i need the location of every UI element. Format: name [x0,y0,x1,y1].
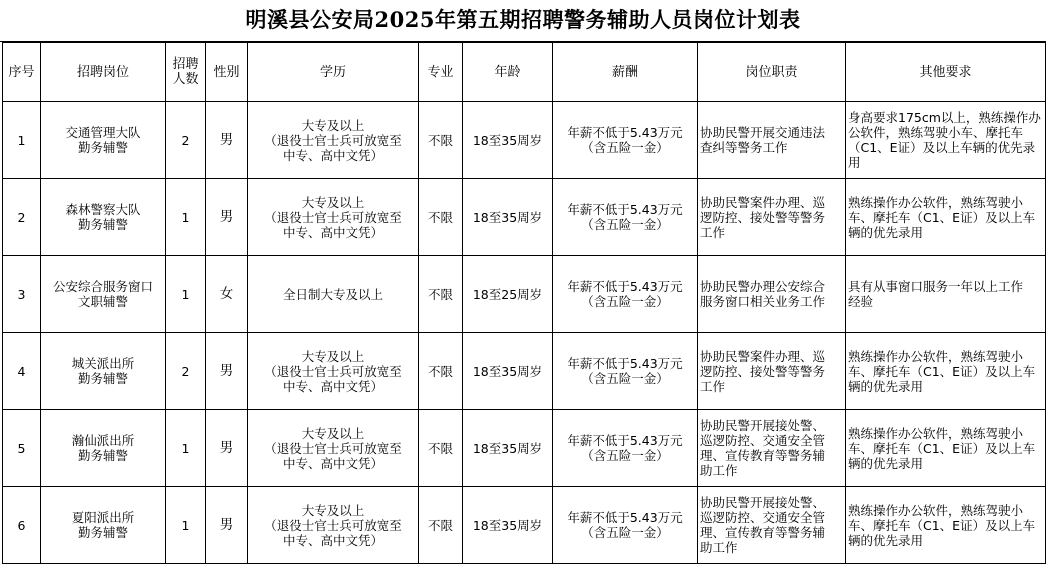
cell-count[interactable]: 1 [166,179,206,256]
cell-education[interactable] [248,333,419,410]
cell-post-line: 勤务辅警 [77,217,128,232]
cell-duties-line: 逻防控、接处警等警务 [700,363,826,379]
header-cell-education[interactable]: 学历 [248,43,419,102]
cell-salary-line: （含五险一金） [581,294,669,309]
cell-post[interactable] [41,487,166,564]
recruitment-plan-table [2,42,1046,564]
cell-duties[interactable] [698,333,846,410]
cell-age[interactable]: 18至35周岁 [463,410,553,487]
cell-education[interactable] [248,487,419,564]
header-count-line: 人数 [172,72,199,87]
cell-requirements-line: 辆的优先录用 [848,378,924,394]
cell-salary-line: 年薪不低于5.43万元 [567,202,683,217]
cell-salary-line: （含五险一金） [581,217,669,232]
cell-gender[interactable]: 男 [206,102,248,179]
table-header-row [3,43,1046,102]
table-row [3,256,1046,333]
cell-education-line: 大专及以上 [301,117,365,133]
cell-requirements-line: 公软件，熟练驾驶小车、摩托车 [848,125,1024,140]
cell-salary-line: （含五险一金） [581,448,669,463]
cell-education[interactable] [248,410,419,487]
cell-no[interactable]: 3 [3,256,41,333]
cell-salary-line: （含五险一金） [581,140,669,155]
cell-duties-line: 助工作 [700,463,738,478]
cell-post-line: 勤务辅警 [77,140,128,155]
cell-requirements-line: 辆的优先录用 [848,455,924,471]
cell-post-line: 城关派出所 [71,356,135,371]
cell-salary[interactable] [553,179,698,256]
cell-education-line: （退役士官士兵可放宽至 [264,363,402,379]
header-count-line: 招聘 [172,57,199,72]
cell-requirements-line: 辆的优先录用 [848,224,924,240]
cell-duties[interactable] [698,410,846,487]
cell-education-line: （退役士官士兵可放宽至 [264,132,402,148]
cell-duties[interactable] [698,487,846,564]
cell-post-line: 公安综合服务窗口 [52,279,153,294]
cell-gender[interactable]: 女 [206,256,248,333]
cell-requirements-line: 车、摩托车（C1、E证）及以上车 [848,363,1036,379]
cell-post[interactable] [41,410,166,487]
header-cell-salary[interactable]: 薪酬 [553,43,698,102]
cell-salary[interactable] [553,333,698,410]
cell-gender[interactable]: 男 [206,179,248,256]
cell-age[interactable]: 18至35周岁 [463,102,553,179]
cell-count[interactable]: 2 [166,102,206,179]
cell-salary-line: 年薪不低于5.43万元 [567,125,683,140]
table-row [3,487,1046,564]
cell-duties[interactable] [698,256,846,333]
table-row [3,333,1046,410]
cell-age[interactable]: 18至35周岁 [463,487,553,564]
cell-major[interactable]: 不限 [419,256,463,333]
cell-no[interactable]: 1 [3,102,41,179]
cell-duties-line: 工作 [700,378,726,394]
cell-post-line: 瀚仙派出所 [71,433,135,448]
cell-duties-line: 协助民警办理公安综合 [700,279,826,294]
cell-education-line: 中专、高中文凭） [282,147,383,163]
cell-salary-line: （含五险一金） [581,525,669,540]
cell-education-line: （退役士官士兵可放宽至 [264,517,402,533]
cell-duties-line: 协助民警开展接处警、 [700,495,826,510]
cell-education-line: 中专、高中文凭） [282,532,383,548]
cell-count[interactable]: 2 [166,333,206,410]
cell-duties[interactable] [698,102,846,179]
cell-post-line: 文职辅警 [77,294,128,309]
cell-requirements[interactable] [846,102,1046,179]
header-cell-gender[interactable]: 性别 [206,43,248,102]
cell-requirements[interactable] [846,487,1046,564]
cell-count[interactable]: 1 [166,256,206,333]
cell-education[interactable] [248,179,419,256]
cell-post-line: 勤务辅警 [77,525,128,540]
cell-post[interactable] [41,179,166,256]
table-row [3,410,1046,487]
cell-age[interactable]: 18至35周岁 [463,179,553,256]
cell-duties-line: 查纠等警务工作 [700,140,788,155]
cell-education-line: 大专及以上 [301,194,365,210]
header-cell-count[interactable] [166,43,206,102]
cell-requirements-line: 车、摩托车（C1、E证）及以上车 [848,209,1036,225]
cell-no[interactable]: 5 [3,410,41,487]
cell-requirements-line: 熟练操作办公软件，熟练驾驶小 [848,348,1024,364]
cell-count[interactable]: 1 [166,487,206,564]
cell-education[interactable] [248,102,419,179]
header-cell-duties[interactable]: 岗位职责 [698,43,846,102]
table-row [3,179,1046,256]
cell-duties-line: 协助民警开展交通违法 [700,125,826,140]
cell-requirements-line: （C1、E证）及以上车辆的优先录 [848,140,1036,155]
cell-salary-line: 年薪不低于5.43万元 [567,356,683,371]
cell-requirements-line: 熟练操作办公软件，熟练驾驶小 [848,425,1024,441]
cell-requirements-line: 经验 [848,294,874,309]
cell-education-line: 大专及以上 [301,348,365,364]
header-cell-no[interactable]: 序号 [3,43,41,102]
cell-major[interactable]: 不限 [419,102,463,179]
cell-requirements-line: 车、摩托车（C1、E证）及以上车 [848,440,1036,456]
header-cell-post[interactable]: 招聘岗位 [41,43,166,102]
cell-requirements[interactable] [846,179,1046,256]
sheet-title: 明溪县公安局2025年第五期招聘警务辅助人员岗位计划表 [0,0,1046,42]
cell-education[interactable] [248,256,419,333]
cell-requirements[interactable] [846,333,1046,410]
cell-education-line: 大专及以上 [301,425,365,441]
table-body [3,102,1046,564]
cell-salary-line: 年薪不低于5.43万元 [567,279,683,294]
cell-requirements[interactable] [846,256,1046,333]
cell-post-line: 交通管理大队 [65,125,141,140]
cell-major[interactable]: 不限 [419,333,463,410]
cell-requirements-line: 熟练操作办公软件，熟练驾驶小 [848,194,1024,210]
cell-duties-line: 协助民警案件办理、巡 [700,194,826,210]
cell-salary[interactable] [553,410,698,487]
cell-duties-line: 助工作 [700,540,738,555]
cell-post[interactable] [41,256,166,333]
cell-count[interactable]: 1 [166,410,206,487]
cell-education-line: （退役士官士兵可放宽至 [264,209,402,225]
cell-major[interactable]: 不限 [419,487,463,564]
cell-major[interactable]: 不限 [419,410,463,487]
cell-education-line: 中专、高中文凭） [282,455,383,471]
cell-salary-line: （含五险一金） [581,371,669,386]
cell-duties-line: 巡逻防控、交通安全管 [700,433,826,448]
cell-education-line: 大专及以上 [301,502,365,518]
cell-education-line: （退役士官士兵可放宽至 [264,440,402,456]
cell-no[interactable]: 4 [3,333,41,410]
cell-requirements-line: 车、摩托车（C1、E证）及以上车 [848,517,1036,533]
cell-gender[interactable]: 男 [206,410,248,487]
header-cell-age[interactable]: 年龄 [463,43,553,102]
cell-no[interactable]: 2 [3,179,41,256]
cell-requirements[interactable] [846,410,1046,487]
cell-education-line: 中专、高中文凭） [282,378,383,394]
cell-education-line: 中专、高中文凭） [282,224,383,240]
cell-gender[interactable]: 男 [206,487,248,564]
cell-duties-line: 协助民警开展接处警、 [700,418,826,433]
cell-age[interactable]: 18至25周岁 [463,256,553,333]
table-row [3,102,1046,179]
cell-post[interactable] [41,333,166,410]
cell-duties-line: 协助民警案件办理、巡 [700,348,826,364]
cell-requirements-line: 用 [848,155,861,170]
cell-gender[interactable]: 男 [206,333,248,410]
cell-salary[interactable] [553,102,698,179]
cell-post-line: 勤务辅警 [77,448,128,463]
header-cell-requirements[interactable]: 其他要求 [846,43,1046,102]
cell-no[interactable]: 6 [3,487,41,564]
cell-major[interactable]: 不限 [419,179,463,256]
cell-salary[interactable] [553,487,698,564]
header-cell-major[interactable]: 专业 [419,43,463,102]
cell-post-line: 森林警察大队 [65,202,141,217]
cell-requirements-line: 具有从事窗口服务一年以上工作 [848,279,1024,294]
cell-salary-line: 年薪不低于5.43万元 [567,433,683,448]
cell-post[interactable] [41,102,166,179]
cell-age[interactable]: 18至35周岁 [463,333,553,410]
cell-duties-line: 理、宣传教育等警务辅 [700,448,826,463]
cell-post-line: 勤务辅警 [77,371,128,386]
cell-requirements-line: 熟练操作办公软件，熟练驾驶小 [848,502,1024,518]
cell-post-line: 夏阳派出所 [71,510,135,525]
cell-salary[interactable] [553,256,698,333]
cell-duties-line: 巡逻防控、交通安全管 [700,510,826,525]
cell-duties-line: 工作 [700,224,726,240]
cell-requirements-line: 辆的优先录用 [848,532,924,548]
cell-salary-line: 年薪不低于5.43万元 [567,510,683,525]
cell-education-line: 全日制大专及以上 [282,286,383,302]
cell-duties-line: 服务窗口相关业务工作 [700,294,826,309]
cell-duties[interactable] [698,179,846,256]
cell-duties-line: 理、宣传教育等警务辅 [700,525,826,540]
cell-duties-line: 逻防控、接处警等警务 [700,209,826,225]
cell-requirements-line: 身高要求175cm以上，熟练操作办 [848,110,1041,125]
